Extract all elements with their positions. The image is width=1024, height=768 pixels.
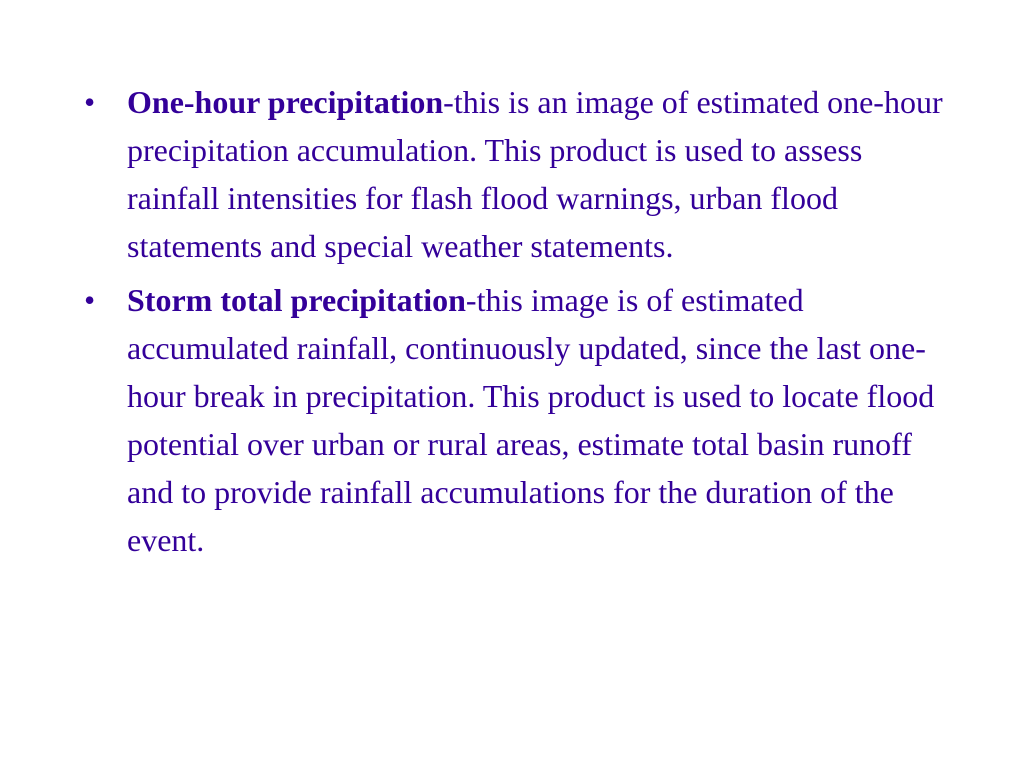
term-storm-total-precipitation: Storm total precipitation — [127, 282, 466, 318]
bullet-list — [82, 78, 962, 570]
description-one-hour-precipitation: -this is an image of estimated one-hour precipitation accumulation. This product is used to assess rainfall intensities for flash flood warnings, urban flood statements and special weather statements. — [127, 84, 943, 264]
bullet-storm-total-precipitation — [82, 276, 962, 564]
bullet-one-hour-precipitation — [82, 78, 962, 270]
description-storm-total-precipitation: -this image is of estimated accumulated rainfall, continuously updated, since the last one-hour break in precipitation. This product is used to locate flood potential over urban or rural areas, estimate total basin runoff and to provide rainfall accumulations for the duration of the event. — [127, 282, 935, 558]
bullet-marker: • — [84, 282, 96, 318]
term-one-hour-precipitation: One-hour precipitation — [127, 84, 444, 120]
bullet-marker: • — [84, 84, 96, 120]
